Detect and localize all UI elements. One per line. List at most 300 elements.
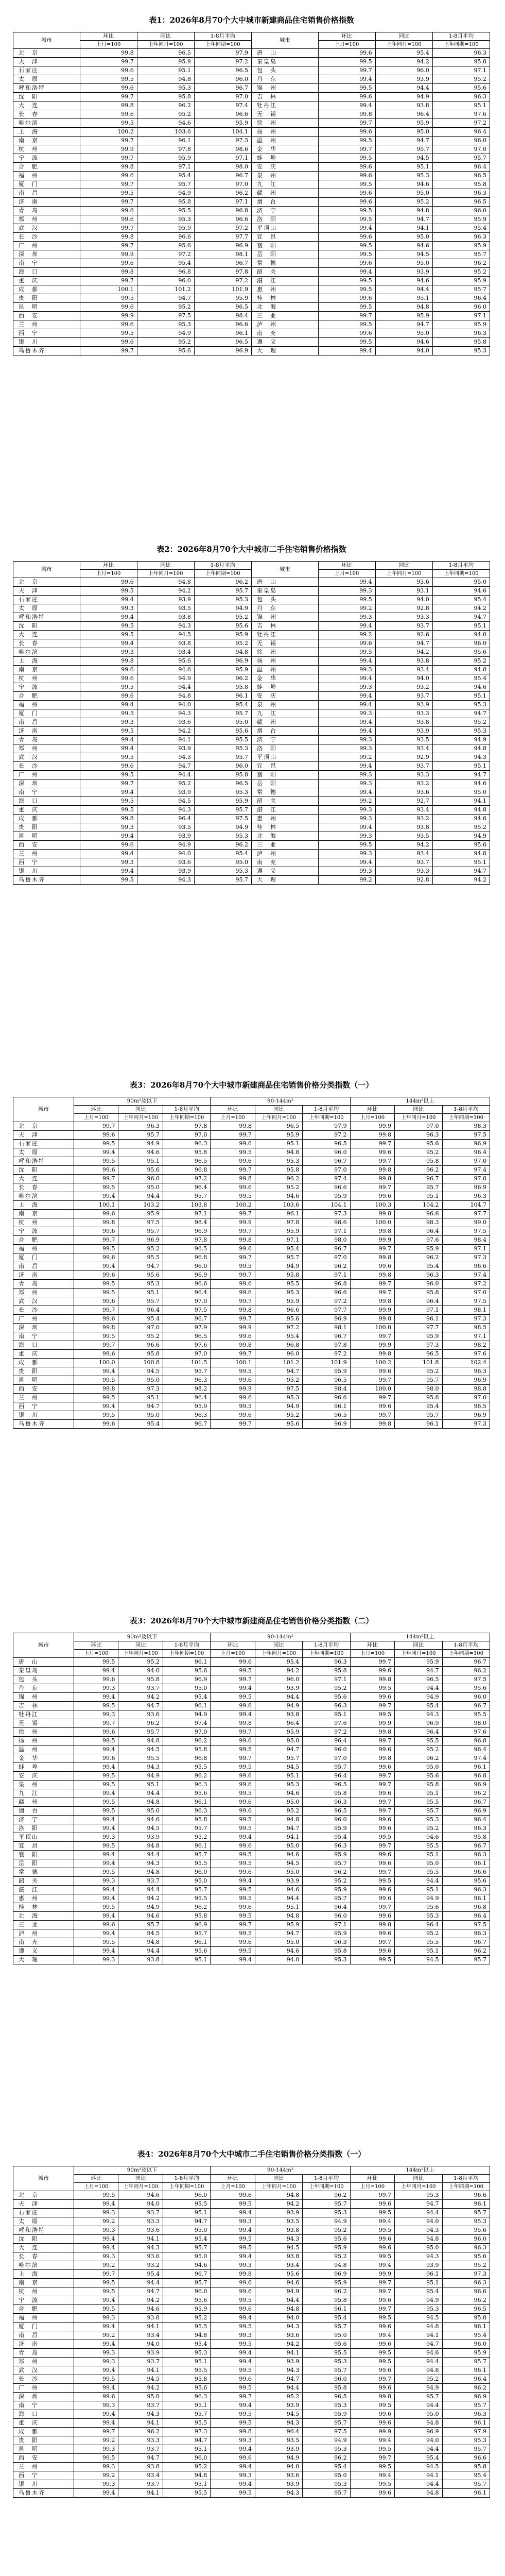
index-value: 96.4 — [395, 1728, 442, 1737]
column-header-group: 1-8月平均 — [303, 1106, 350, 1114]
table-row — [13, 172, 490, 180]
index-value: 98.2 — [163, 1385, 210, 1394]
index-value: 96.7 — [163, 1315, 210, 1324]
index-value: 96.3 — [432, 49, 490, 58]
city-name: 杭 州 — [13, 2287, 74, 2296]
index-value: 97.6 — [395, 1236, 442, 1245]
index-value: 94.7 — [118, 1402, 163, 1411]
column-header-base: 上月=100 — [80, 570, 137, 578]
index-value: 99.5 — [211, 1912, 255, 1921]
index-value: 96.2 — [303, 1868, 350, 1877]
city-name: 洛 阳 — [251, 215, 318, 224]
index-value: 97.5 — [442, 1227, 490, 1236]
index-value: 96.4 — [137, 815, 194, 823]
index-value: 99.5 — [80, 876, 137, 885]
index-value: 94.9 — [118, 1140, 163, 1148]
index-value: 99.5 — [80, 75, 137, 84]
index-value: 95.5 — [395, 1938, 442, 1947]
index-value: 95.1 — [395, 1789, 442, 1798]
index-value: 99.6 — [80, 841, 137, 850]
table-row — [13, 823, 490, 832]
index-value: 94.9 — [395, 1693, 442, 1702]
city-name: 襄 阳 — [251, 771, 318, 779]
index-value: 96.5 — [303, 1376, 350, 1385]
city-name: 沈 阳 — [13, 93, 80, 101]
index-value: 96.2 — [303, 2287, 350, 2296]
index-value: 99.8 — [80, 233, 137, 242]
table-row — [13, 1719, 490, 1728]
index-value: 95.3 — [303, 1956, 350, 1964]
index-value: 99.4 — [74, 2323, 118, 2331]
city-name: 重 庆 — [13, 2419, 74, 2428]
column-header-area: 90-144m² — [211, 1633, 350, 1641]
index-value: 95.6 — [303, 1693, 350, 1702]
table-row — [13, 285, 490, 294]
index-value: 94.4 — [395, 1684, 442, 1693]
index-value: 99.6 — [350, 1912, 395, 1921]
index-value: 94.0 — [375, 596, 432, 604]
index-value: 93.3 — [375, 709, 432, 718]
column-header-base: 上年同月=100 — [118, 1650, 163, 1658]
index-value: 94.7 — [432, 709, 490, 718]
table-row — [13, 49, 490, 58]
index-value: 94.3 — [395, 2252, 442, 2261]
index-value: 95.1 — [118, 1289, 163, 1297]
column-header-group: 1-8月平均 — [442, 2175, 490, 2183]
table-row — [13, 224, 490, 233]
index-value: 95.6 — [255, 1420, 302, 1429]
index-value: 99.7 — [350, 1245, 395, 1253]
index-value: 98.8 — [442, 1385, 490, 1394]
index-value: 99.4 — [74, 1402, 118, 1411]
table-row — [13, 1157, 490, 1166]
table-row — [13, 604, 490, 613]
index-value: 95.7 — [442, 2401, 490, 2410]
city-name: 厦 门 — [13, 1253, 74, 1262]
city-name: 大 理 — [13, 1956, 74, 1964]
index-value: 95.7 — [303, 1859, 350, 1868]
index-value: 99.7 — [350, 1842, 395, 1851]
index-value: 99.3 — [80, 648, 137, 657]
index-value: 101.5 — [163, 1359, 210, 1367]
index-value: 100.0 — [350, 1385, 395, 1394]
index-value: 94.5 — [395, 2314, 442, 2323]
index-value: 93.6 — [137, 858, 194, 867]
index-value: 99.6 — [350, 2200, 395, 2209]
index-value: 95.2 — [163, 2463, 210, 2471]
index-value: 95.5 — [163, 2323, 210, 2331]
table-row — [13, 215, 490, 224]
index-value: 95.4 — [303, 2463, 350, 2471]
index-value: 99.7 — [74, 1236, 118, 1245]
index-value: 94.8 — [118, 1938, 163, 1947]
index-value: 94.6 — [432, 779, 490, 788]
table-row — [13, 2410, 490, 2419]
table-row — [13, 128, 490, 137]
city-name: 常 德 — [13, 1868, 74, 1877]
index-value: 93.5 — [375, 832, 432, 841]
index-value: 95.1 — [163, 1956, 210, 1964]
index-value: 95.2 — [118, 1658, 163, 1667]
index-value: 96.9 — [442, 1781, 490, 1789]
index-value: 99.7 — [350, 1868, 395, 1877]
index-value: 96.9 — [303, 1420, 350, 1429]
index-value: 99.8 — [350, 1253, 395, 1262]
index-value: 98.0 — [395, 1385, 442, 1394]
table-row — [13, 1868, 490, 1877]
index-value: 98.5 — [442, 1324, 490, 1332]
index-value: 96.2 — [303, 1262, 350, 1271]
index-value: 96.0 — [375, 66, 432, 75]
city-name: 哈尔滨 — [13, 2261, 74, 2270]
index-value: 99.5 — [80, 709, 137, 718]
index-value: 97.1 — [303, 1675, 350, 1684]
column-header-group: 环比 — [318, 562, 375, 570]
city-name: 襄 阳 — [251, 242, 318, 250]
index-value: 94.6 — [432, 683, 490, 692]
city-name: 韶 关 — [13, 1877, 74, 1886]
index-value: 95.0 — [118, 1411, 163, 1420]
index-value: 95.1 — [395, 1947, 442, 1956]
index-value: 95.9 — [194, 631, 251, 639]
city-name: 平顶山 — [251, 224, 318, 233]
index-value: 95.0 — [432, 578, 490, 587]
index-value: 96.0 — [432, 639, 490, 648]
index-value: 93.9 — [137, 867, 194, 876]
column-header-group: 同比 — [118, 1106, 163, 1114]
index-value: 99.4 — [318, 858, 375, 867]
index-value: 95.1 — [303, 1710, 350, 1719]
column-header-city: 城市 — [13, 2166, 74, 2191]
index-value: 94.6 — [255, 1789, 302, 1798]
index-value: 99.3 — [318, 744, 375, 753]
index-value: 99.6 — [318, 233, 375, 242]
index-value: 94.6 — [118, 2191, 163, 2200]
index-value: 95.5 — [163, 2200, 210, 2209]
index-value: 99.3 — [211, 2436, 255, 2445]
table-row — [13, 841, 490, 850]
index-table — [13, 1097, 490, 1429]
index-value: 94.7 — [118, 1702, 163, 1710]
index-value: 94.8 — [255, 1912, 302, 1921]
city-name: 重 庆 — [13, 1350, 74, 1359]
index-value: 100.1 — [211, 1359, 255, 1367]
index-value: 99.9 — [350, 1341, 395, 1350]
table-row — [13, 2445, 490, 2454]
index-value: 95.9 — [432, 242, 490, 250]
index-value: 96.1 — [442, 2489, 490, 2498]
city-name: 济 宁 — [251, 207, 318, 215]
index-value: 95.7 — [163, 1929, 210, 1938]
index-value: 99.7 — [350, 1702, 395, 1710]
index-value: 96.1 — [163, 1938, 210, 1947]
table-row — [13, 2401, 490, 2410]
index-value: 96.2 — [194, 578, 251, 587]
index-value: 99.5 — [74, 2287, 118, 2296]
table-row — [13, 1210, 490, 1218]
table-row — [13, 1763, 490, 1772]
column-header-base: 上月=100 — [350, 2183, 395, 2191]
index-value: 99.5 — [318, 137, 375, 145]
index-value: 99.6 — [80, 674, 137, 683]
city-name: 呼和浩特 — [13, 84, 80, 93]
city-name: 广 州 — [13, 1315, 74, 1324]
column-header-group: 环比 — [318, 32, 375, 41]
table-row — [13, 312, 490, 320]
index-value: 95.6 — [255, 2270, 302, 2279]
index-value: 94.4 — [118, 1947, 163, 1956]
index-value: 95.6 — [137, 657, 194, 666]
index-value: 96.5 — [255, 1122, 302, 1131]
index-value: 99.6 — [74, 1921, 118, 1929]
index-value: 94.7 — [255, 1929, 302, 1938]
table-row — [13, 207, 490, 215]
index-value: 97.5 — [163, 1306, 210, 1315]
index-value: 94.3 — [255, 2366, 302, 2375]
index-value: 93.7 — [375, 692, 432, 701]
index-value: 94.1 — [118, 2323, 163, 2331]
index-value: 94.7 — [163, 2436, 210, 2445]
index-value: 99.7 — [80, 137, 137, 145]
index-value: 99.4 — [74, 2235, 118, 2244]
index-value: 95.7 — [137, 180, 194, 189]
index-value: 99.6 — [318, 93, 375, 101]
index-value: 99.5 — [80, 329, 137, 338]
index-value: 93.3 — [375, 613, 432, 622]
index-value: 99.5 — [74, 2375, 118, 2384]
index-value: 95.7 — [163, 2410, 210, 2419]
index-value: 99.6 — [211, 1157, 255, 1166]
index-value: 95.7 — [442, 2480, 490, 2489]
city-name: 西 宁 — [13, 858, 80, 867]
index-value: 97.1 — [194, 198, 251, 207]
index-value: 94.6 — [255, 1947, 302, 1956]
index-value: 97.9 — [303, 1122, 350, 1131]
index-value: 94.8 — [118, 1842, 163, 1851]
index-value: 99.6 — [74, 1315, 118, 1324]
index-value: 94.3 — [137, 806, 194, 815]
index-value: 97.0 — [432, 145, 490, 154]
index-value: 94.0 — [395, 2217, 442, 2226]
city-name: 湛 江 — [251, 277, 318, 285]
index-value: 95.2 — [395, 1148, 442, 1157]
table-row — [13, 1737, 490, 1745]
index-value: 96.9 — [442, 1140, 490, 1148]
index-value: 99.4 — [318, 674, 375, 683]
index-value: 99.8 — [350, 1420, 395, 1429]
index-value: 93.6 — [255, 2471, 302, 2480]
index-value: 95.7 — [432, 285, 490, 294]
index-value: 94.8 — [118, 1868, 163, 1877]
index-value: 99.6 — [350, 1859, 395, 1868]
index-value: 93.1 — [375, 587, 432, 596]
index-value: 97.1 — [163, 1210, 210, 1218]
index-value: 94.9 — [194, 823, 251, 832]
index-value: 104.1 — [194, 128, 251, 137]
column-header-group: 环比 — [74, 1106, 118, 1114]
column-header-base: 上年同期=100 — [163, 1650, 210, 1658]
index-value: 99.6 — [350, 1886, 395, 1894]
index-value: 96.1 — [163, 1702, 210, 1710]
city-name: 长 沙 — [13, 1306, 74, 1315]
index-value: 96.0 — [442, 1693, 490, 1702]
index-value: 96.4 — [255, 1719, 302, 1728]
table-row — [13, 1341, 490, 1350]
index-value: 94.8 — [118, 1737, 163, 1745]
index-value: 95.7 — [163, 1824, 210, 1833]
index-value: 99.4 — [80, 701, 137, 709]
city-name: 南 充 — [13, 1938, 74, 1947]
index-value: 96.1 — [442, 2366, 490, 2375]
index-value: 96.4 — [395, 1297, 442, 1306]
column-header-city: 城市 — [251, 562, 318, 578]
city-name: 青 岛 — [13, 2349, 74, 2358]
index-value: 99.6 — [74, 2393, 118, 2401]
index-value: 96.0 — [442, 2235, 490, 2244]
index-value: 95.4 — [118, 1315, 163, 1324]
index-value: 96.2 — [194, 189, 251, 198]
index-value: 93.4 — [375, 666, 432, 674]
index-value: 95.3 — [163, 2349, 210, 2358]
index-value: 99.4 — [74, 1367, 118, 1376]
index-value: 101.2 — [137, 285, 194, 294]
index-value: 96.3 — [163, 1140, 210, 1148]
index-value: 99.6 — [74, 1210, 118, 1218]
index-value: 96.5 — [432, 172, 490, 180]
index-value: 95.6 — [137, 242, 194, 250]
index-value: 94.3 — [255, 2323, 302, 2331]
city-name: 兰 州 — [13, 320, 80, 329]
index-value: 99.5 — [211, 1929, 255, 1938]
index-value: 99.8 — [74, 1385, 118, 1394]
index-value: 96.7 — [442, 1938, 490, 1947]
index-value: 95.6 — [395, 1772, 442, 1781]
index-value: 95.6 — [395, 1903, 442, 1912]
index-value: 94.6 — [137, 666, 194, 674]
index-value: 95.7 — [163, 2244, 210, 2252]
table-row — [13, 797, 490, 806]
index-value: 96.9 — [194, 347, 251, 355]
index-value: 95.3 — [395, 2305, 442, 2314]
index-value: 96.7 — [442, 1842, 490, 1851]
index-value: 99.5 — [80, 622, 137, 631]
index-value: 100.0 — [350, 1324, 395, 1332]
index-value: 95.6 — [442, 2252, 490, 2261]
index-value: 94.6 — [432, 815, 490, 823]
index-value: 99.5 — [80, 683, 137, 692]
index-value: 95.2 — [163, 1833, 210, 1842]
index-value: 99.4 — [74, 1947, 118, 1956]
index-value: 99.9 — [350, 2270, 395, 2279]
index-value: 97.1 — [303, 1921, 350, 1929]
index-value: 96.9 — [163, 1675, 210, 1684]
index-value: 99.7 — [350, 1938, 395, 1947]
city-name: 南 宁 — [13, 259, 80, 268]
city-name: 北 海 — [13, 1912, 74, 1921]
index-value: 96.4 — [255, 2428, 302, 2436]
table-row — [13, 1745, 490, 1754]
index-value: 99.5 — [350, 2226, 395, 2235]
city-name: 海 口 — [13, 797, 80, 806]
table-section — [13, 2148, 490, 2498]
table-row — [13, 2480, 490, 2489]
table-row — [13, 701, 490, 709]
index-value: 99.6 — [350, 1851, 395, 1859]
index-value: 99.6 — [318, 639, 375, 648]
index-value: 99.4 — [80, 613, 137, 622]
index-value: 99.3 — [318, 867, 375, 876]
index-value: 99.6 — [74, 1675, 118, 1684]
index-value: 99.3 — [318, 771, 375, 779]
index-value: 99.7 — [350, 2191, 395, 2200]
index-value: 93.7 — [118, 2401, 163, 2410]
index-value: 96.1 — [163, 1798, 210, 1807]
index-value: 94.8 — [137, 75, 194, 84]
table-row — [13, 867, 490, 876]
index-value: 94.6 — [255, 1886, 302, 1894]
index-value: 95.1 — [432, 101, 490, 110]
column-header-area: 144m²以上 — [350, 2166, 490, 2175]
index-value: 95.1 — [255, 1772, 302, 1781]
index-value: 99.6 — [350, 1763, 395, 1772]
index-value: 97.7 — [395, 1324, 442, 1332]
index-value: 99.4 — [80, 736, 137, 744]
index-value: 97.3 — [395, 1341, 442, 1350]
city-name: 银 川 — [13, 1411, 74, 1420]
table-row — [13, 2428, 490, 2436]
index-value: 99.3 — [80, 858, 137, 867]
index-value: 94.8 — [432, 806, 490, 815]
index-value: 96.9 — [303, 2270, 350, 2279]
index-value: 93.8 — [375, 823, 432, 832]
table-row — [13, 1359, 490, 1367]
index-value: 96.1 — [137, 137, 194, 145]
index-value: 95.8 — [163, 1912, 210, 1921]
index-value: 96.4 — [442, 1912, 490, 1921]
index-value: 97.0 — [163, 1350, 210, 1359]
index-value: 96.2 — [395, 1253, 442, 1262]
index-value: 99.5 — [211, 2410, 255, 2419]
index-value: 95.6 — [255, 1315, 302, 1324]
city-name: 北 海 — [251, 832, 318, 841]
index-value: 96.3 — [163, 1807, 210, 1816]
index-value: 99.8 — [74, 1218, 118, 1227]
table-row — [13, 1921, 490, 1929]
index-value: 94.7 — [375, 215, 432, 224]
index-value: 99.9 — [350, 1306, 395, 1315]
index-value: 95.9 — [163, 2305, 210, 2314]
city-name: 徐 州 — [251, 119, 318, 128]
index-value: 99.6 — [80, 215, 137, 224]
index-value: 95.9 — [303, 1192, 350, 1201]
index-value: 99.9 — [80, 250, 137, 259]
index-value: 99.5 — [211, 1851, 255, 1859]
index-value: 99.5 — [74, 2279, 118, 2287]
index-value: 94.1 — [118, 2489, 163, 2498]
index-value: 96.7 — [395, 1175, 442, 1183]
table-row — [13, 259, 490, 268]
index-value: 95.1 — [432, 692, 490, 701]
table-row — [13, 1227, 490, 1236]
index-value: 99.7 — [318, 119, 375, 128]
index-value: 97.5 — [442, 1921, 490, 1929]
table-section — [13, 1079, 490, 1429]
column-header-base: 上年同期=100 — [432, 41, 490, 49]
header-row — [13, 1633, 490, 1641]
index-value: 99.5 — [350, 1877, 395, 1886]
table-row — [13, 1772, 490, 1781]
index-value: 99.5 — [350, 2314, 395, 2323]
